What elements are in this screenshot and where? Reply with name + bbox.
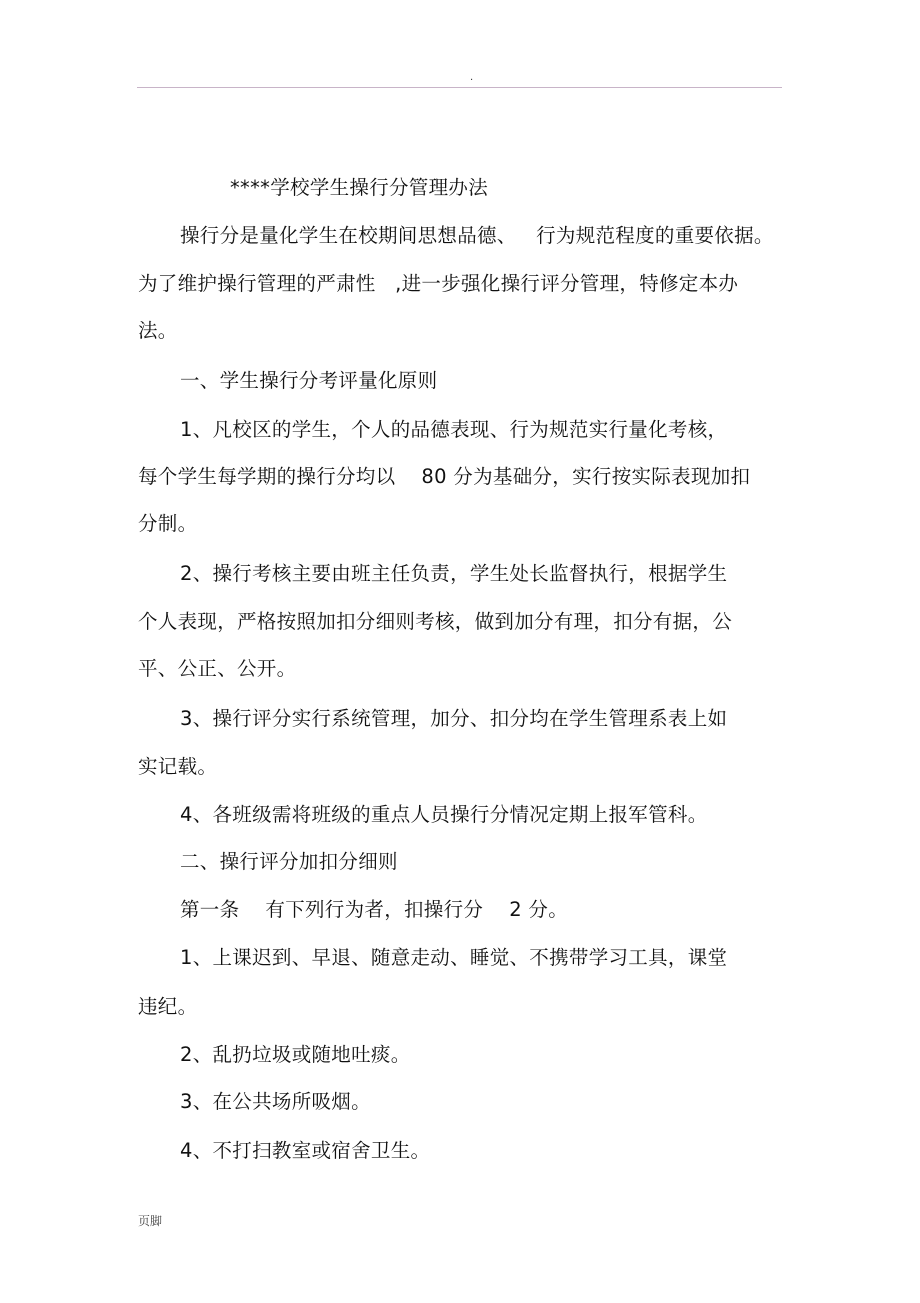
- paragraph-line: 1、凡校区的学生，个人的品德表现、行为规范实行量化考核，: [180, 418, 728, 441]
- paragraph-line: 实记载。: [138, 755, 218, 778]
- paragraph-line: 4、各班级需将班级的重点人员操行分情况定期上报军管科。: [180, 803, 708, 826]
- paragraph-line: 4、不打扫教室或宿舍卫生。: [180, 1139, 431, 1162]
- paragraph-line: 法。: [138, 319, 178, 342]
- article-heading: 第一条 有下列行为者，扣操行分 2 分。: [180, 898, 568, 921]
- paragraph-line: 2、操行考核主要由班主任负责，学生处长监督执行，根据学生: [180, 562, 728, 585]
- header-mark: .: [470, 72, 474, 83]
- page-footer: 页脚: [138, 1214, 163, 1228]
- paragraph-line: 1、上课迟到、早退、随意走动、睡觉、不携带学习工具，课堂: [180, 946, 728, 969]
- paragraph-line: 3、在公共场所吸烟。: [180, 1090, 371, 1113]
- paragraph-line: 分制。: [138, 512, 198, 535]
- paragraph-line: 平、公正、公开。: [138, 657, 297, 680]
- paragraph-line: 每个学生每学期的操行分均以 80 分为基础分，实行按实际表现加扣: [138, 465, 751, 488]
- paragraph-line: 2、乱扔垃圾或随地吐痰。: [180, 1043, 411, 1066]
- paragraph-line: 违纪。: [138, 995, 198, 1018]
- document-title: ****学校学生操行分管理办法: [230, 176, 488, 199]
- paragraph-line: 3、操行评分实行系统管理，加分、扣分均在学生管理系表上如: [180, 707, 728, 730]
- paragraph-line: 操行分是量化学生在校期间思想品德、 行为规范程度的重要依据。: [180, 224, 774, 247]
- paragraph-line: 为了维护操行管理的严肃性 ,进一步强化操行评分管理，特修定本办: [138, 272, 739, 295]
- section-heading: 二、操行评分加扣分细则: [180, 850, 398, 873]
- paragraph-line: 个人表现，严格按照加扣分细则考核，做到加分有理，扣分有据，公: [138, 610, 733, 633]
- header-divider: [137, 87, 782, 88]
- section-heading: 一、学生操行分考评量化原则: [180, 369, 438, 392]
